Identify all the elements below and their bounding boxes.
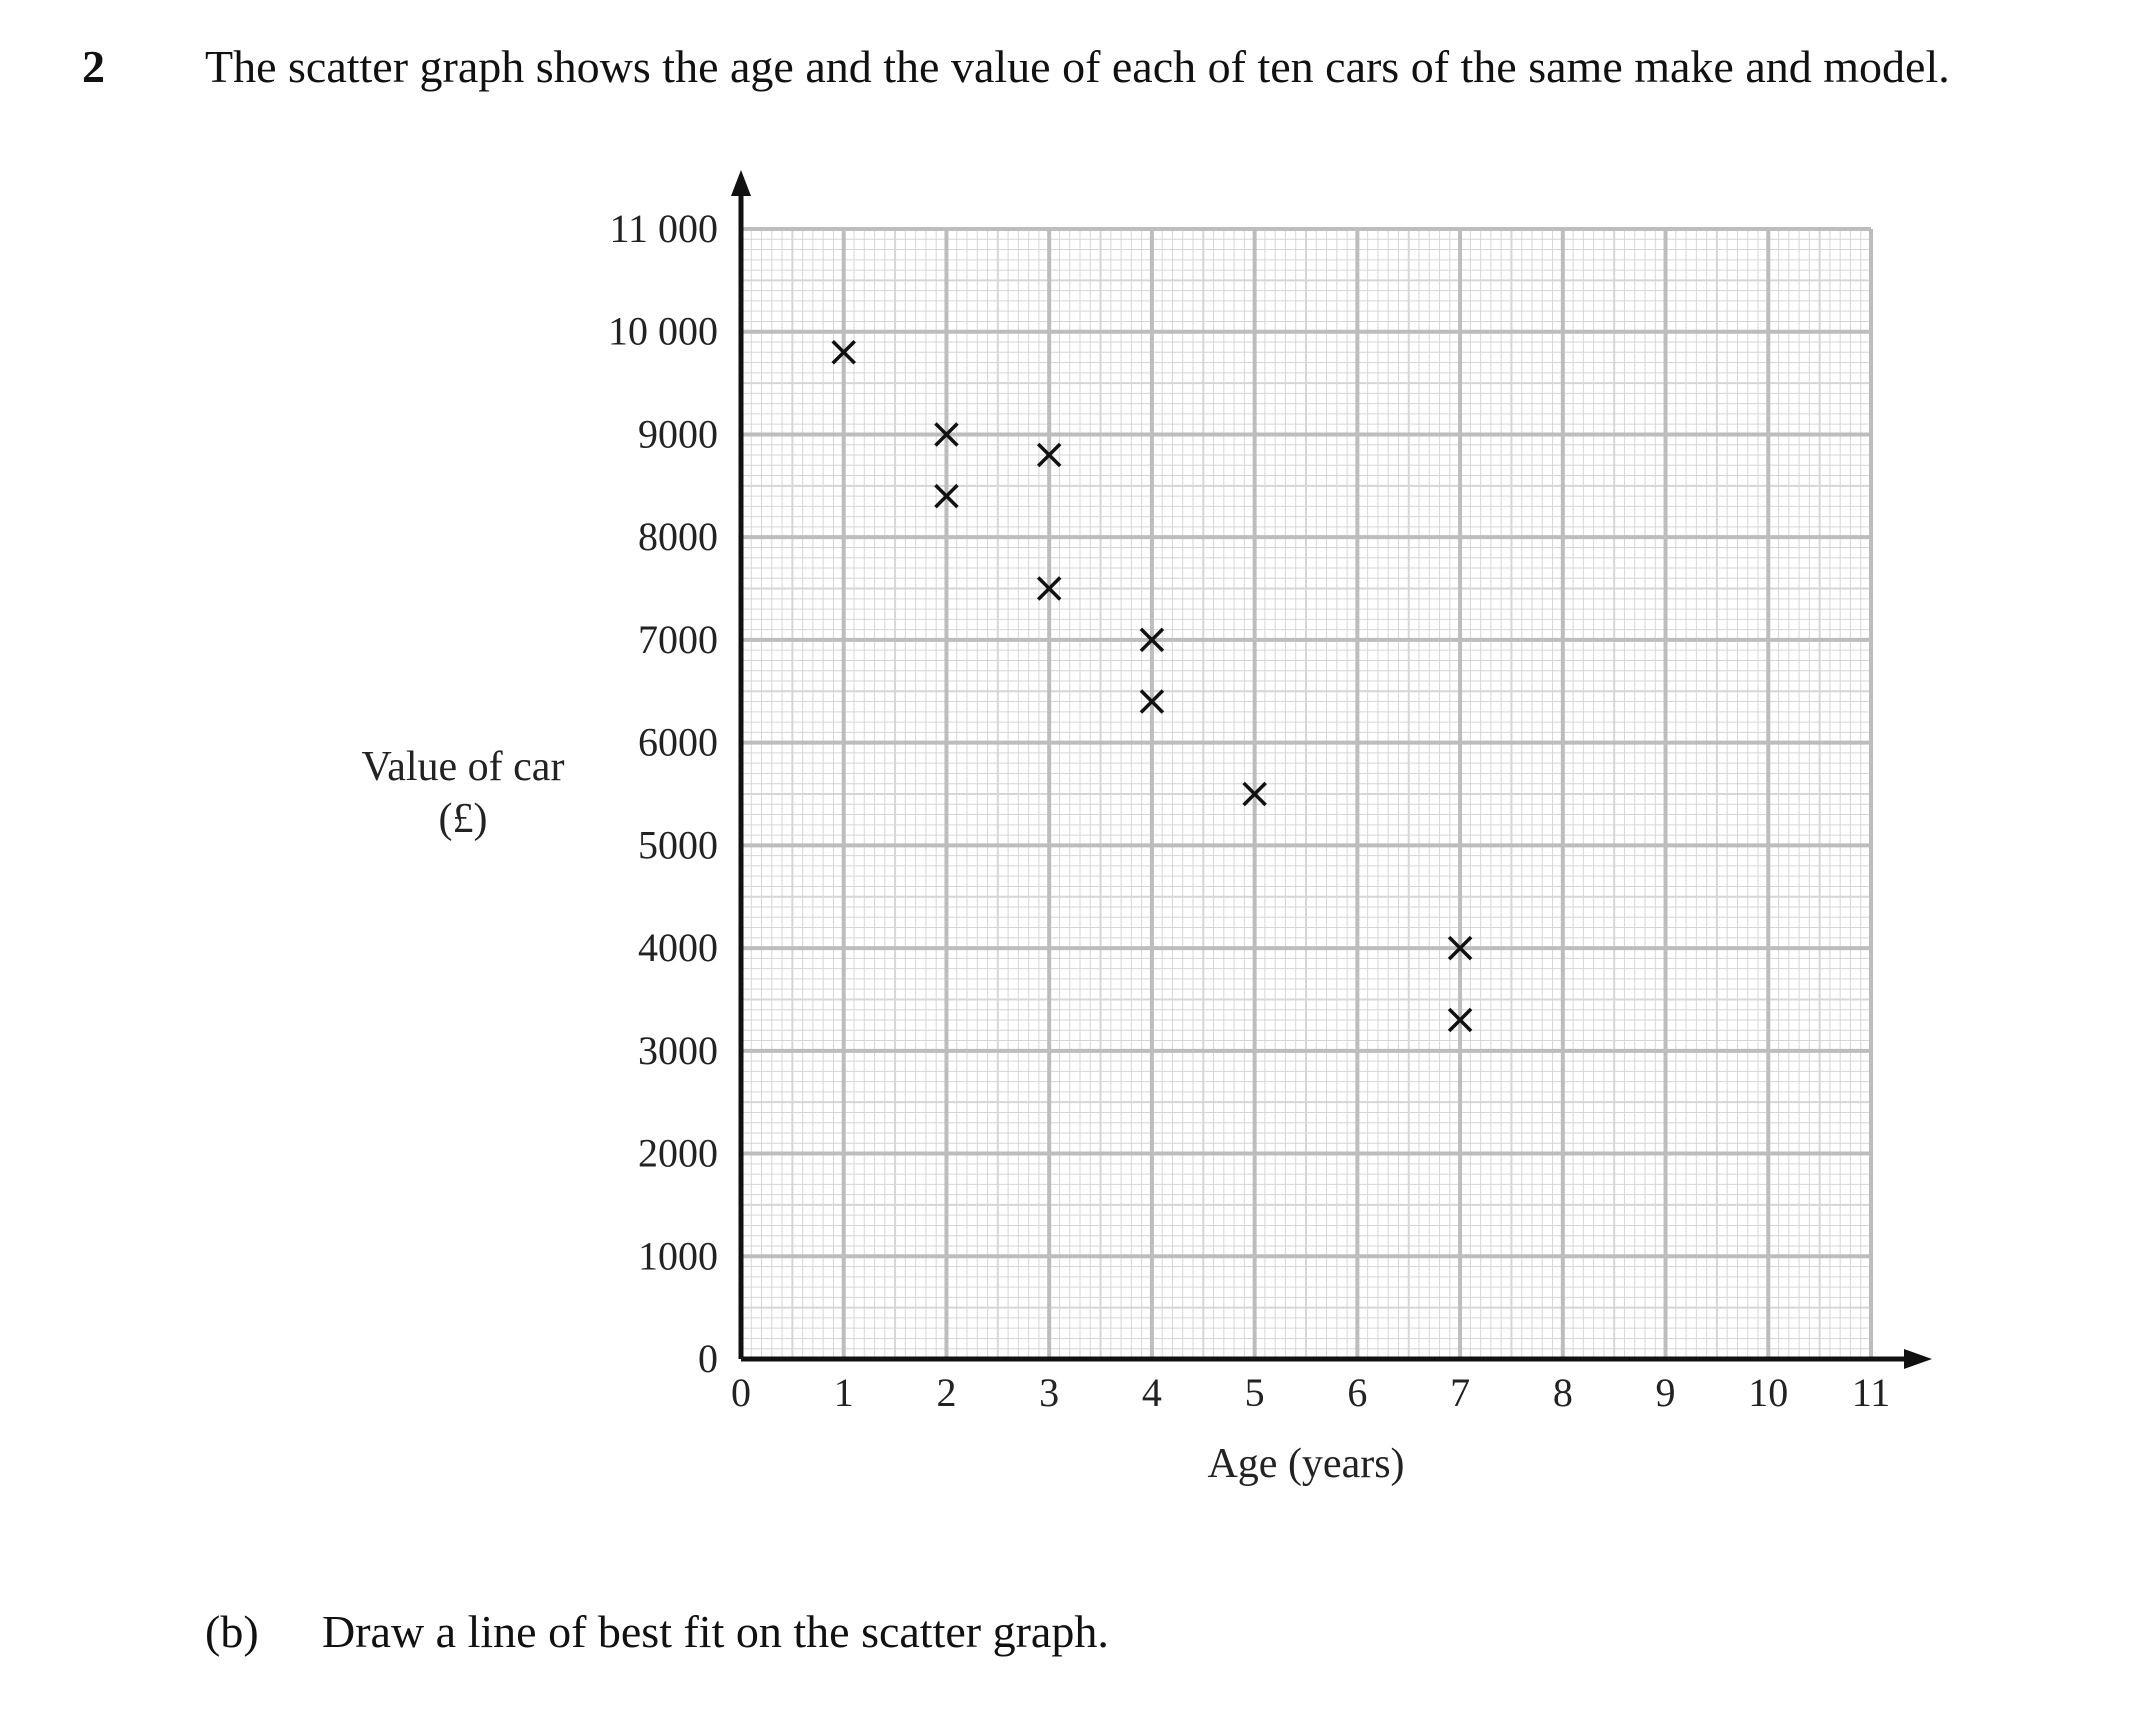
part-b-text: Draw a line of best fit on the scatter graph.	[322, 1606, 1109, 1657]
axes	[731, 170, 1932, 1369]
y-tick-label: 2000	[638, 1130, 718, 1176]
x-tick-label: 1	[833, 1370, 854, 1415]
y-axis-label: (£)	[438, 796, 488, 842]
y-tick-label: 9000	[638, 411, 718, 457]
y-tick-label: 3000	[638, 1027, 718, 1073]
x-tick-label: 10	[1748, 1370, 1789, 1415]
x-tick-label: 6	[1347, 1370, 1368, 1415]
y-tick-label: 4000	[638, 925, 718, 971]
y-axis-arrow	[731, 170, 751, 196]
x-tick-label: 11	[1851, 1370, 1891, 1415]
y-tick-label: 0	[698, 1336, 718, 1381]
x-tick-label: 5	[1244, 1370, 1265, 1415]
x-axis-arrow	[1904, 1349, 1932, 1369]
x-axis-label: Age (years)	[1207, 1441, 1405, 1487]
y-tick-label: 1000	[638, 1233, 718, 1279]
x-tick-label: 0	[731, 1370, 751, 1415]
y-tick-label: 8000	[638, 514, 718, 560]
y-tick-label: 6000	[638, 719, 718, 765]
y-tick-label: 11 000	[609, 206, 718, 251]
y-tick-label: 10 000	[608, 308, 718, 354]
y-axis-label: Value of car	[361, 744, 565, 790]
y-tick-labels	[608, 206, 718, 1381]
x-tick-label: 4	[1141, 1370, 1162, 1415]
question-text: The scatter graph shows the age and the value of each of ten cars of the same make and model.	[205, 41, 1950, 92]
part-b-label: (b)	[205, 1606, 259, 1657]
x-tick-label: 9	[1655, 1370, 1676, 1415]
y-tick-label: 5000	[638, 822, 718, 868]
question-number: 2	[82, 41, 105, 92]
x-tick-label: 3	[1039, 1370, 1060, 1415]
minor-grid	[741, 229, 1871, 1359]
x-tick-labels	[731, 1370, 1890, 1415]
x-tick-label: 2	[936, 1370, 957, 1415]
y-tick-label: 7000	[638, 616, 718, 662]
x-tick-label: 7	[1450, 1370, 1471, 1415]
x-tick-label: 8	[1552, 1370, 1573, 1415]
